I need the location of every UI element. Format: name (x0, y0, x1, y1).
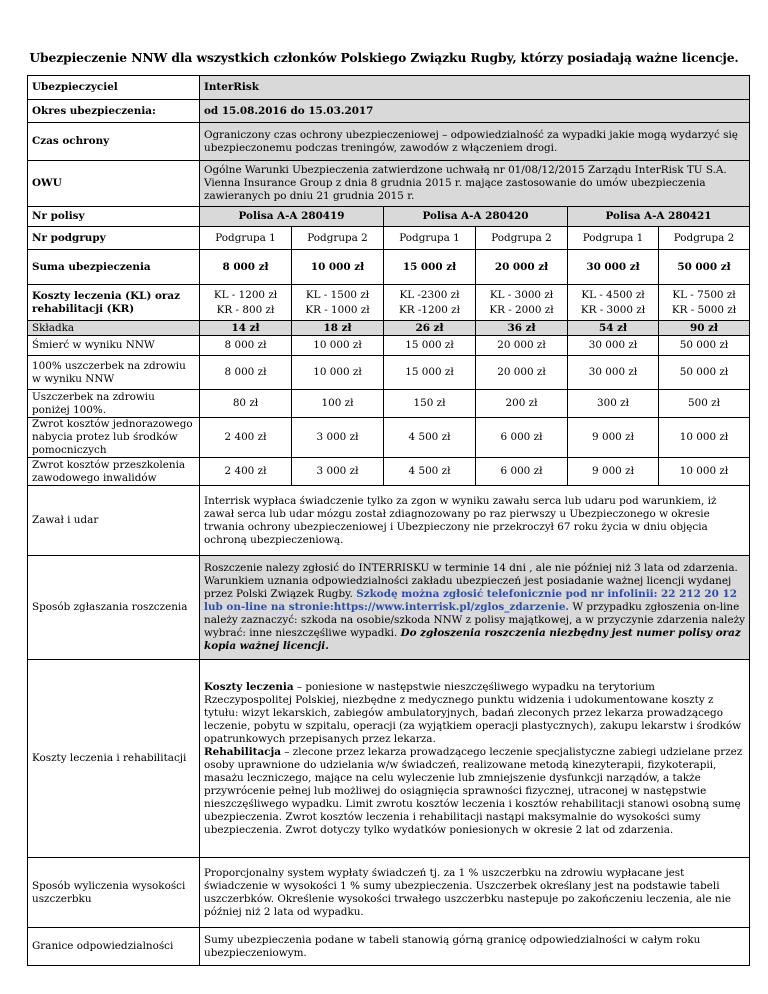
prosthetics-cell: 2 400 zł (200, 418, 292, 458)
period-label: Okres ubezpieczenia: (28, 100, 200, 123)
full-damage-cell: 15 000 zł (384, 356, 476, 390)
insurer-value: InterRisk (200, 76, 750, 100)
kr-value: KR -1200 zł (399, 303, 460, 316)
sum-cell: 50 000 zł (659, 250, 750, 285)
prosthetics-label: Zwrot kosztów jednorazowego nabycia protez lub środków pomocniczych (28, 418, 200, 458)
full-damage-cell: 10 000 zł (292, 356, 384, 390)
sum-cell: 30 000 zł (568, 250, 659, 285)
sum-label: Suma ubezpieczenia (28, 250, 200, 285)
heart-attack-value: Interrisk wypłaca świadczenie tylko za zgon w wyniku zawału serca lub udaru pod warunkiem, iż zawał serca lub udar mózgu został zdiagnozowany po raz pierwszy u Ubezpieczonego w okresie trwania ochrony ubezpieczeniowej i Ubezpieczony nie przekroczył 67 roku życia w dniu objęcia ochroną ubezpieczeniową. (200, 486, 750, 556)
prosthetics-cell: 9 000 zł (568, 418, 659, 458)
partial-damage-cell: 300 zł (568, 390, 659, 418)
row-prosthetics (28, 418, 750, 458)
costs-cell (476, 285, 568, 321)
row-limits (28, 928, 750, 966)
treatment-heading: Koszty leczenia (204, 680, 294, 693)
row-heart-attack (28, 486, 750, 556)
limits-label: Granice odpowiedzialności (28, 928, 200, 966)
sum-cell: 20 000 zł (476, 250, 568, 285)
row-policy (28, 207, 750, 227)
row-subgroup (28, 227, 750, 250)
row-calc (28, 858, 750, 928)
kr-value: KR - 1000 zł (305, 303, 370, 316)
retraining-label: Zwrot kosztów przeszkolenia zawodowego inwalidów (28, 458, 200, 486)
costs-cell (200, 285, 292, 321)
premium-cell: 54 zł (568, 321, 659, 336)
limits-value: Sumy ubezpieczenia podane w tabeli stanowią górną granicę odpowiedzialności w całym roku ubezpieczeniowym. (200, 928, 750, 966)
row-retraining (28, 458, 750, 486)
treatment-label: Koszty leczenia i rehabilitacji (28, 660, 200, 858)
row-premium (28, 321, 750, 336)
rehabilitation-text: – zlecone przez lekarza prowadzącego leczenie specjalistyczne zabiegi udzielane przez osoby uprawnione do udzielania w/w świadczeń, realizowane metodą kinezyterapii, fizykoterapii, masażu leczniczego, mające na celu wyleczenie lub zmniejszenie dysfunkcji narządów, a także przywrócenie pełnej lub możliwej do osiągnięcia sprawności fizycznej, utraconej w następstwie nieszczęśliwego wypadku. Limit zwrotu kosztów leczenia i kosztów rehabilitacji stanowi osobną sumę ubezpieczenia. Zwrot kosztów leczenia i rehabilitacji nastąpi maksymalnie do wysokości sumy ubezpieczenia. Zwrot dotyczy tylko wydatków poniesionych w okresie 2 lat od zdarzenia. (204, 745, 743, 836)
death-cell: 8 000 zł (200, 336, 292, 356)
period-value: od 15.08.2016 do 15.03.2017 (200, 100, 750, 123)
partial-damage-cell: 100 zł (292, 390, 384, 418)
subgroup-cell: Podgrupa 1 (200, 227, 292, 250)
retraining-cell: 4 500 zł (384, 458, 476, 486)
coverage-time-label: Czas ochrony (28, 123, 200, 161)
policy-label: Nr polisy (28, 207, 200, 227)
premium-cell: 26 zł (384, 321, 476, 336)
document-title: Ubezpieczenie NNW dla wszystkich członków Polskiego Związku Rugby, którzy posiadają ważne licencje. (29, 50, 739, 65)
partial-damage-cell: 150 zł (384, 390, 476, 418)
policy-number: Polisa A-A 280419 (200, 207, 384, 227)
treatment-value (200, 660, 750, 858)
row-sum (28, 250, 750, 285)
retraining-cell: 9 000 zł (568, 458, 659, 486)
kl-value: KL - 1200 zł (213, 288, 278, 301)
death-cell: 15 000 zł (384, 336, 476, 356)
claims-requirement: Do zgłoszenia roszczenia niezbędny jest numer polisy oraz kopia ważnej licencji. (204, 627, 741, 652)
premium-label: Składka (28, 321, 200, 336)
calc-value: Proporcjonalny system wypłaty świadczeń tj. za 1 % uszczerbku na zdrowiu wypłacane jest świadczenie w wysokości 1 % sumy ubezpieczenia. Uszczerbek określany jest na podstawie tabeli uszczerbków. Określenie wysokości trwałego uszczerbku nastepuje po zakończeniu leczenia, ale nie później niż 2 lata od wypadku. (200, 858, 750, 928)
death-label: Śmierć w wyniku NNW (28, 336, 200, 356)
row-insurer (28, 76, 750, 100)
subgroup-cell: Podgrupa 2 (292, 227, 384, 250)
owu-value: Ogólne Warunki Ubezpieczenia zatwierdzone uchwałą nr 01/08/12/2015 Zarządu InterRisk TU S.A. Vienna Insurance Group z dnia 8 grudnia 2015 r. mające zastosowanie do umów ubezpieczenia zawieranych po dniu 21 grudnia 2015 r. (200, 161, 750, 207)
row-partial-damage (28, 390, 750, 418)
premium-cell: 18 zł (292, 321, 384, 336)
kl-value: KL - 3000 zł (489, 288, 554, 301)
row-owu (28, 161, 750, 207)
kr-value: KR - 2000 zł (489, 303, 554, 316)
row-treatment (28, 660, 750, 858)
full-damage-cell: 20 000 zł (476, 356, 568, 390)
subgroup-cell: Podgrupa 1 (384, 227, 476, 250)
row-period (28, 100, 750, 123)
retraining-cell: 3 000 zł (292, 458, 384, 486)
claims-label: Sposób zgłaszania roszczenia (28, 556, 200, 660)
partial-damage-cell: 80 zł (200, 390, 292, 418)
retraining-cell: 2 400 zł (200, 458, 292, 486)
row-death (28, 336, 750, 356)
full-damage-cell: 50 000 zł (659, 356, 750, 390)
partial-damage-cell: 200 zł (476, 390, 568, 418)
subgroup-label: Nr podgrupy (28, 227, 200, 250)
kl-value: KL - 7500 zł (672, 288, 736, 301)
full-damage-cell: 30 000 zł (568, 356, 659, 390)
costs-cell (568, 285, 659, 321)
full-damage-cell: 8 000 zł (200, 356, 292, 390)
kl-value: KL - 4500 zł (581, 288, 645, 301)
premium-cell: 14 zł (200, 321, 292, 336)
kr-value: KR - 800 zł (216, 303, 275, 316)
row-claims (28, 556, 750, 660)
costs-cell (659, 285, 750, 321)
prosthetics-cell: 10 000 zł (659, 418, 750, 458)
claims-contact: Szkodę można zgłosić telefonicznie pod nr infolinii: 22 212 20 12 lub on-line na stronie:https://www.interrisk.pl/zglos_zdarzenie. (204, 588, 737, 613)
costs-cell (292, 285, 384, 321)
retraining-cell: 6 000 zł (476, 458, 568, 486)
partial-damage-label: Uszczerbek na zdrowiu poniżej 100%. (28, 390, 200, 418)
subgroup-cell: Podgrupa 2 (476, 227, 568, 250)
heart-attack-label: Zawał i udar (28, 486, 200, 556)
prosthetics-cell: 3 000 zł (292, 418, 384, 458)
rehabilitation-heading: Rehabilitacja (204, 745, 281, 758)
partial-damage-cell: 500 zł (659, 390, 750, 418)
row-costs (28, 285, 750, 321)
costs-cell (384, 285, 476, 321)
death-cell: 30 000 zł (568, 336, 659, 356)
insurer-label: Ubezpieczyciel (28, 76, 200, 100)
owu-label: OWU (28, 161, 200, 207)
coverage-time-value: Ograniczony czas ochrony ubezpieczeniowej – odpowiedzialność za wypadki jakie mogą wydarzyć się ubezpieczonemu podczas treningów, zawodów z włączeniem drogi. (200, 123, 750, 161)
death-cell: 10 000 zł (292, 336, 384, 356)
policy-number: Polisa A-A 280420 (384, 207, 568, 227)
row-full-damage (28, 356, 750, 390)
treatment-text: – poniesione w następstwie nieszczęśliwego wypadku na terytorium Rzeczypospolitej Polskiej, niezbędne z medycznego punktu widzenia i udokumentowane koszty z tytułu: wizyt lekarskich, zabiegów ambulatoryjnych, badań zleconych przez lekarza prowadzącego leczenie, pobytu w szpitalu, operacji (za wyjątkiem operacji plastycznych), zakupu lekarstw i środków opatrunkowych przepisanych przez lekarza. (204, 680, 742, 745)
policy-number: Polisa A-A 280421 (568, 207, 750, 227)
subgroup-cell: Podgrupa 1 (568, 227, 659, 250)
prosthetics-cell: 6 000 zł (476, 418, 568, 458)
sum-cell: 10 000 zł (292, 250, 384, 285)
claims-value (200, 556, 750, 660)
full-damage-label: 100% uszczerbek na zdrowiu w wyniku NNW (28, 356, 200, 390)
premium-cell: 90 zł (659, 321, 750, 336)
claims-text: Roszczenie nalezy zgłosić do INTERRISKU w terminie 14 dni , ale nie później niż 3 lata od zdarzenia. Warunkiem uznania odpowiedzialności zakładu ubezpieczeń jest posiadanie ważnej licencji wydanej przez Polski Związek Rugby. (204, 562, 738, 600)
premium-cell: 36 zł (476, 321, 568, 336)
claims-text: W przypadku zgłoszenia on-line należy zaznaczyć: szkoda na osobie/szkoda NNW z polisy majątkowej, a w przyczynie zdarzenia należy wybrać: inne nieszczęśliwe wypadki. (204, 601, 745, 639)
sum-cell: 15 000 zł (384, 250, 476, 285)
death-cell: 50 000 zł (659, 336, 750, 356)
retraining-cell: 10 000 zł (659, 458, 750, 486)
sum-cell: 8 000 zł (200, 250, 292, 285)
calc-label: Sposób wyliczenia wysokości uszczerbku (28, 858, 200, 928)
kr-value: KR - 3000 zł (580, 303, 646, 316)
kl-value: KL -2300 zł (399, 288, 460, 301)
insurance-table (27, 75, 750, 966)
costs-label: Koszty leczenia (KL) oraz rehabilitacji (KR) (28, 285, 200, 321)
row-coverage-time (28, 123, 750, 161)
subgroup-cell: Podgrupa 2 (659, 227, 750, 250)
prosthetics-cell: 4 500 zł (384, 418, 476, 458)
kl-value: KL - 1500 zł (305, 288, 370, 301)
death-cell: 20 000 zł (476, 336, 568, 356)
kr-value: KR - 5000 zł (671, 303, 737, 316)
